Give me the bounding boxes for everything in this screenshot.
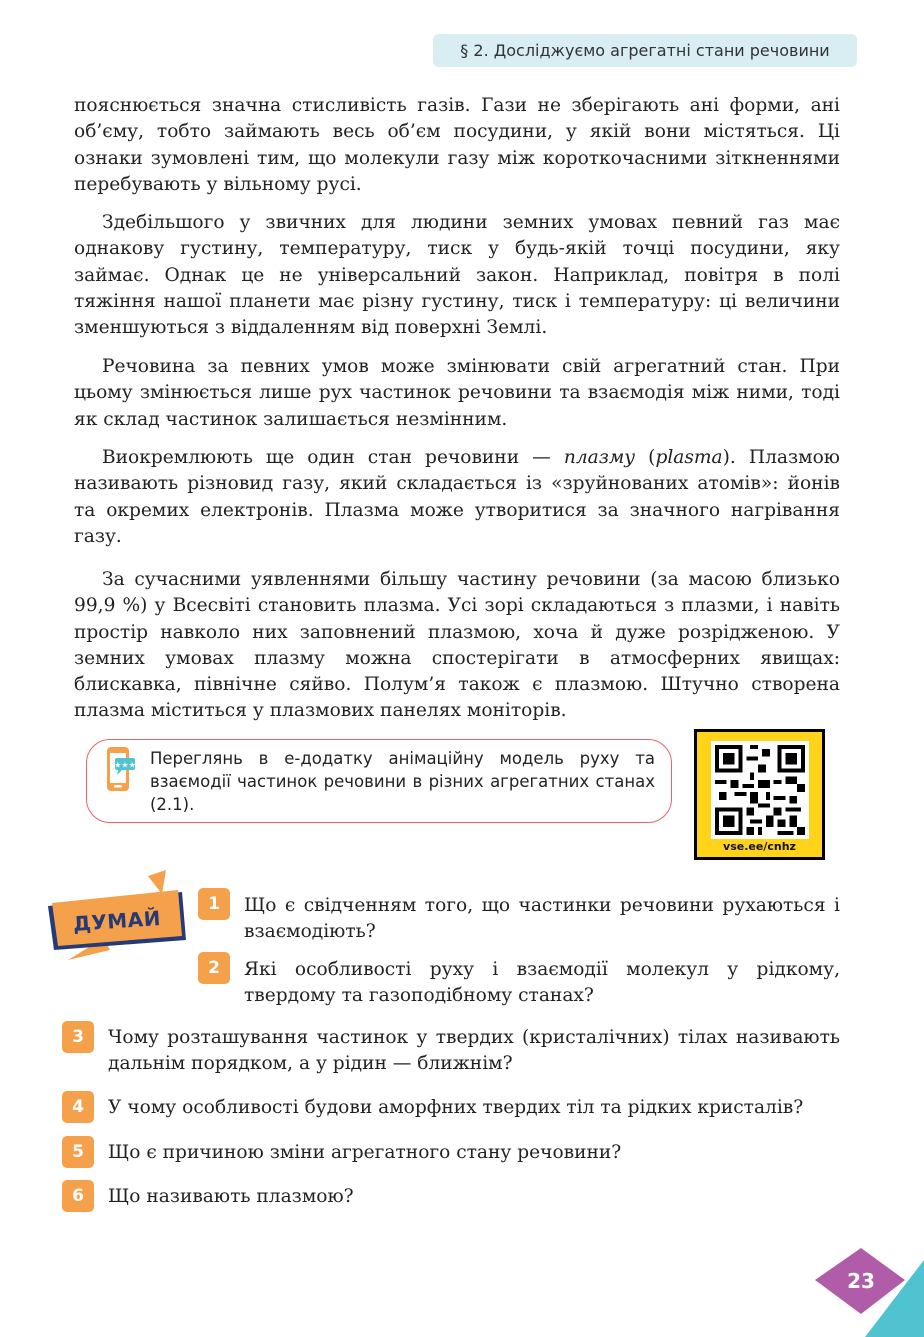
paragraph-3-text: Речовина за певних умов може змінювати свій агрегатний стан. При цьому змінюється лише рух частинок речовини та взаємодія між ними, тоді як склад частинок залишається незмінним.	[74, 356, 840, 430]
e-app-info-text: Переглянь в е-додатку анімаційну модель руху та взаємодії частинок речовини в різних агрегатних станах (2.1).	[150, 749, 655, 814]
phone-chat-icon	[104, 746, 136, 792]
paragraph-4	[74, 445, 840, 550]
page-number: 23	[847, 1269, 875, 1293]
section-header	[433, 34, 857, 67]
qr-code-link[interactable]	[694, 729, 825, 860]
term-plasma-latin: plasma	[655, 447, 723, 468]
paragraph-5	[74, 567, 840, 725]
paragraph-4-paren: (	[635, 447, 656, 468]
paragraph-3	[74, 354, 840, 433]
paragraph-4-text-b: ). Плазмою називають різновид газу, який складається із «зруйнованих атомів»: йонів та окремих електронів. Плазма може утворитися за значного нагрівання газу.	[74, 447, 840, 547]
question-4-number: 4	[62, 1091, 94, 1123]
question-5-text: Що є причиною зміни агрегатного стану речовини?	[108, 1142, 622, 1163]
paragraph-2-text: Здебільшого у звичних для людини земних умовах певний газ має однакову густину, температуру, тиск у будь-якій точці посудини, яку займає. Однак це не універсальний закон. Наприклад, повітря в полі тяжіння нашої планети має різну густину, тиск і температуру: ці величини зменшуються з віддаленням від поверхні Землі.	[74, 212, 840, 339]
question-2-text: Які особливості руху і взаємодії молекул у рідкому, твердому та газоподібному станах?	[244, 959, 840, 1007]
qr-code-icon	[711, 741, 809, 839]
question-6-text: Що називають плазмою?	[108, 1186, 354, 1207]
section-title: § 2. Досліджуємо агрегатні стани речовини	[460, 41, 830, 60]
paragraph-5-text: За сучасними уявленнями більшу частину речовини (за масою близько 99,9 %) у Всесвіті становить плазма. Усі зорі складаються з плазми, і навіть простір навколо них заповнений плазмою, хоча й дуже розрідженою. У земних умовах плазму можна спостерігати в атмосферних явищах: блискавка, північне сяйво. Полум’я також є плазмою. Штучно створена плазма міститься у плазмових панелях моніторів.	[74, 569, 840, 722]
question-5-number: 5	[62, 1136, 94, 1168]
think-label: ДУМАЙ	[72, 905, 162, 937]
question-3-text: Чому розташування частинок у твердих (кристалічних) тілах називають дальнім порядком, а у рідин — ближнім?	[108, 1027, 840, 1075]
question-3-number: 3	[62, 1021, 94, 1053]
term-plasma: плазму	[563, 447, 636, 468]
question-6-number: 6	[62, 1180, 94, 1212]
paragraph-4-text-a: Виокремлюють ще один стан речовини —	[102, 447, 564, 468]
paragraph-2	[74, 210, 840, 341]
question-1-text: Що є свідченням того, що частинки речовини рухаються і взаємодіють?	[244, 895, 840, 943]
question-2-number: 2	[198, 952, 230, 984]
question-1-number: 1	[198, 888, 230, 920]
paragraph-1: пояснюється значна стисливість газів. Гази не зберігають ані форми, ані об’єму, тобто займають весь об’єм посудини, у якій вони містяться. Ці ознаки зумовлені тим, що молекули газу між короткочасними зіткненнями перебувають у вільному русі.	[74, 95, 840, 195]
qr-url: vse.ee/cnhz	[723, 840, 796, 853]
question-4-text: У чому особливості будови аморфних твердих тіл та рідких кристалів?	[108, 1097, 804, 1118]
svg-text:★★★: ★★★	[114, 760, 136, 770]
